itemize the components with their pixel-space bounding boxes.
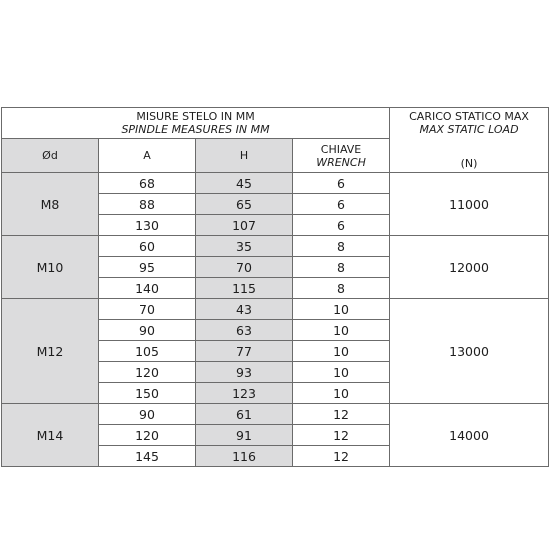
h-cell: 43 [196, 299, 293, 320]
wrench-cell: 8 [293, 257, 390, 278]
spindle-measures-label-it: MISURE STELO IN MM [136, 110, 255, 123]
col-header-h: H [196, 139, 293, 173]
h-cell: 61 [196, 404, 293, 425]
a-cell: 150 [99, 383, 196, 404]
spindle-measures-label-en: SPINDLE MEASURES IN MM [121, 123, 270, 136]
a-cell: 105 [99, 341, 196, 362]
a-cell: 120 [99, 362, 196, 383]
h-cell: 107 [196, 215, 293, 236]
h-cell: 70 [196, 257, 293, 278]
col-header-diameter: Ød [2, 139, 99, 173]
max-load-cell: 14000 [390, 404, 549, 467]
wrench-cell: 8 [293, 278, 390, 299]
wrench-cell: 12 [293, 404, 390, 425]
table-row [2, 236, 549, 257]
h-cell: 93 [196, 362, 293, 383]
wrench-label-it: CHIAVE [320, 142, 362, 156]
h-cell: 91 [196, 425, 293, 446]
wrench-label-en: WRENCH [316, 155, 366, 169]
h-cell: 45 [196, 173, 293, 194]
h-cell: 35 [196, 236, 293, 257]
h-cell: 63 [196, 320, 293, 341]
h-cell: 115 [196, 278, 293, 299]
max-static-load-header [390, 108, 549, 173]
col-header-a: A [99, 139, 196, 173]
wrench-cell: 6 [293, 194, 390, 215]
a-cell: 130 [99, 215, 196, 236]
col-header-wrench [293, 139, 390, 173]
a-cell: 90 [99, 404, 196, 425]
table-row [2, 404, 549, 425]
a-cell: 88 [99, 194, 196, 215]
a-cell: 140 [99, 278, 196, 299]
wrench-cell: 10 [293, 341, 390, 362]
spindle-measures-header [2, 108, 390, 139]
table-row [2, 299, 549, 320]
a-cell: 70 [99, 299, 196, 320]
max-static-load-label-it: CARICO STATICO MAX [409, 110, 529, 123]
spindle-spec-table [1, 107, 549, 467]
diameter-cell: M8 [2, 173, 99, 236]
a-cell: 60 [99, 236, 196, 257]
max-static-load-label-en: MAX STATIC LOAD [419, 123, 519, 136]
wrench-cell: 8 [293, 236, 390, 257]
diameter-cell: M12 [2, 299, 99, 404]
a-cell: 145 [99, 446, 196, 467]
h-cell: 116 [196, 446, 293, 467]
wrench-cell: 6 [293, 215, 390, 236]
header-row-main [2, 108, 549, 139]
wrench-cell: 10 [293, 299, 390, 320]
a-cell: 120 [99, 425, 196, 446]
a-cell: 68 [99, 173, 196, 194]
max-load-cell: 12000 [390, 236, 549, 299]
wrench-cell: 6 [293, 173, 390, 194]
diameter-cell: M14 [2, 404, 99, 467]
a-cell: 95 [99, 257, 196, 278]
wrench-cell: 12 [293, 446, 390, 467]
wrench-cell: 10 [293, 320, 390, 341]
table-row [2, 173, 549, 194]
h-cell: 77 [196, 341, 293, 362]
max-load-cell: 11000 [390, 173, 549, 236]
h-cell: 123 [196, 383, 293, 404]
wrench-cell: 10 [293, 362, 390, 383]
a-cell: 90 [99, 320, 196, 341]
max-load-cell: 13000 [390, 299, 549, 404]
h-cell: 65 [196, 194, 293, 215]
wrench-cell: 12 [293, 425, 390, 446]
load-unit-label: (N) [460, 157, 478, 170]
wrench-cell: 10 [293, 383, 390, 404]
diameter-cell: M10 [2, 236, 99, 299]
